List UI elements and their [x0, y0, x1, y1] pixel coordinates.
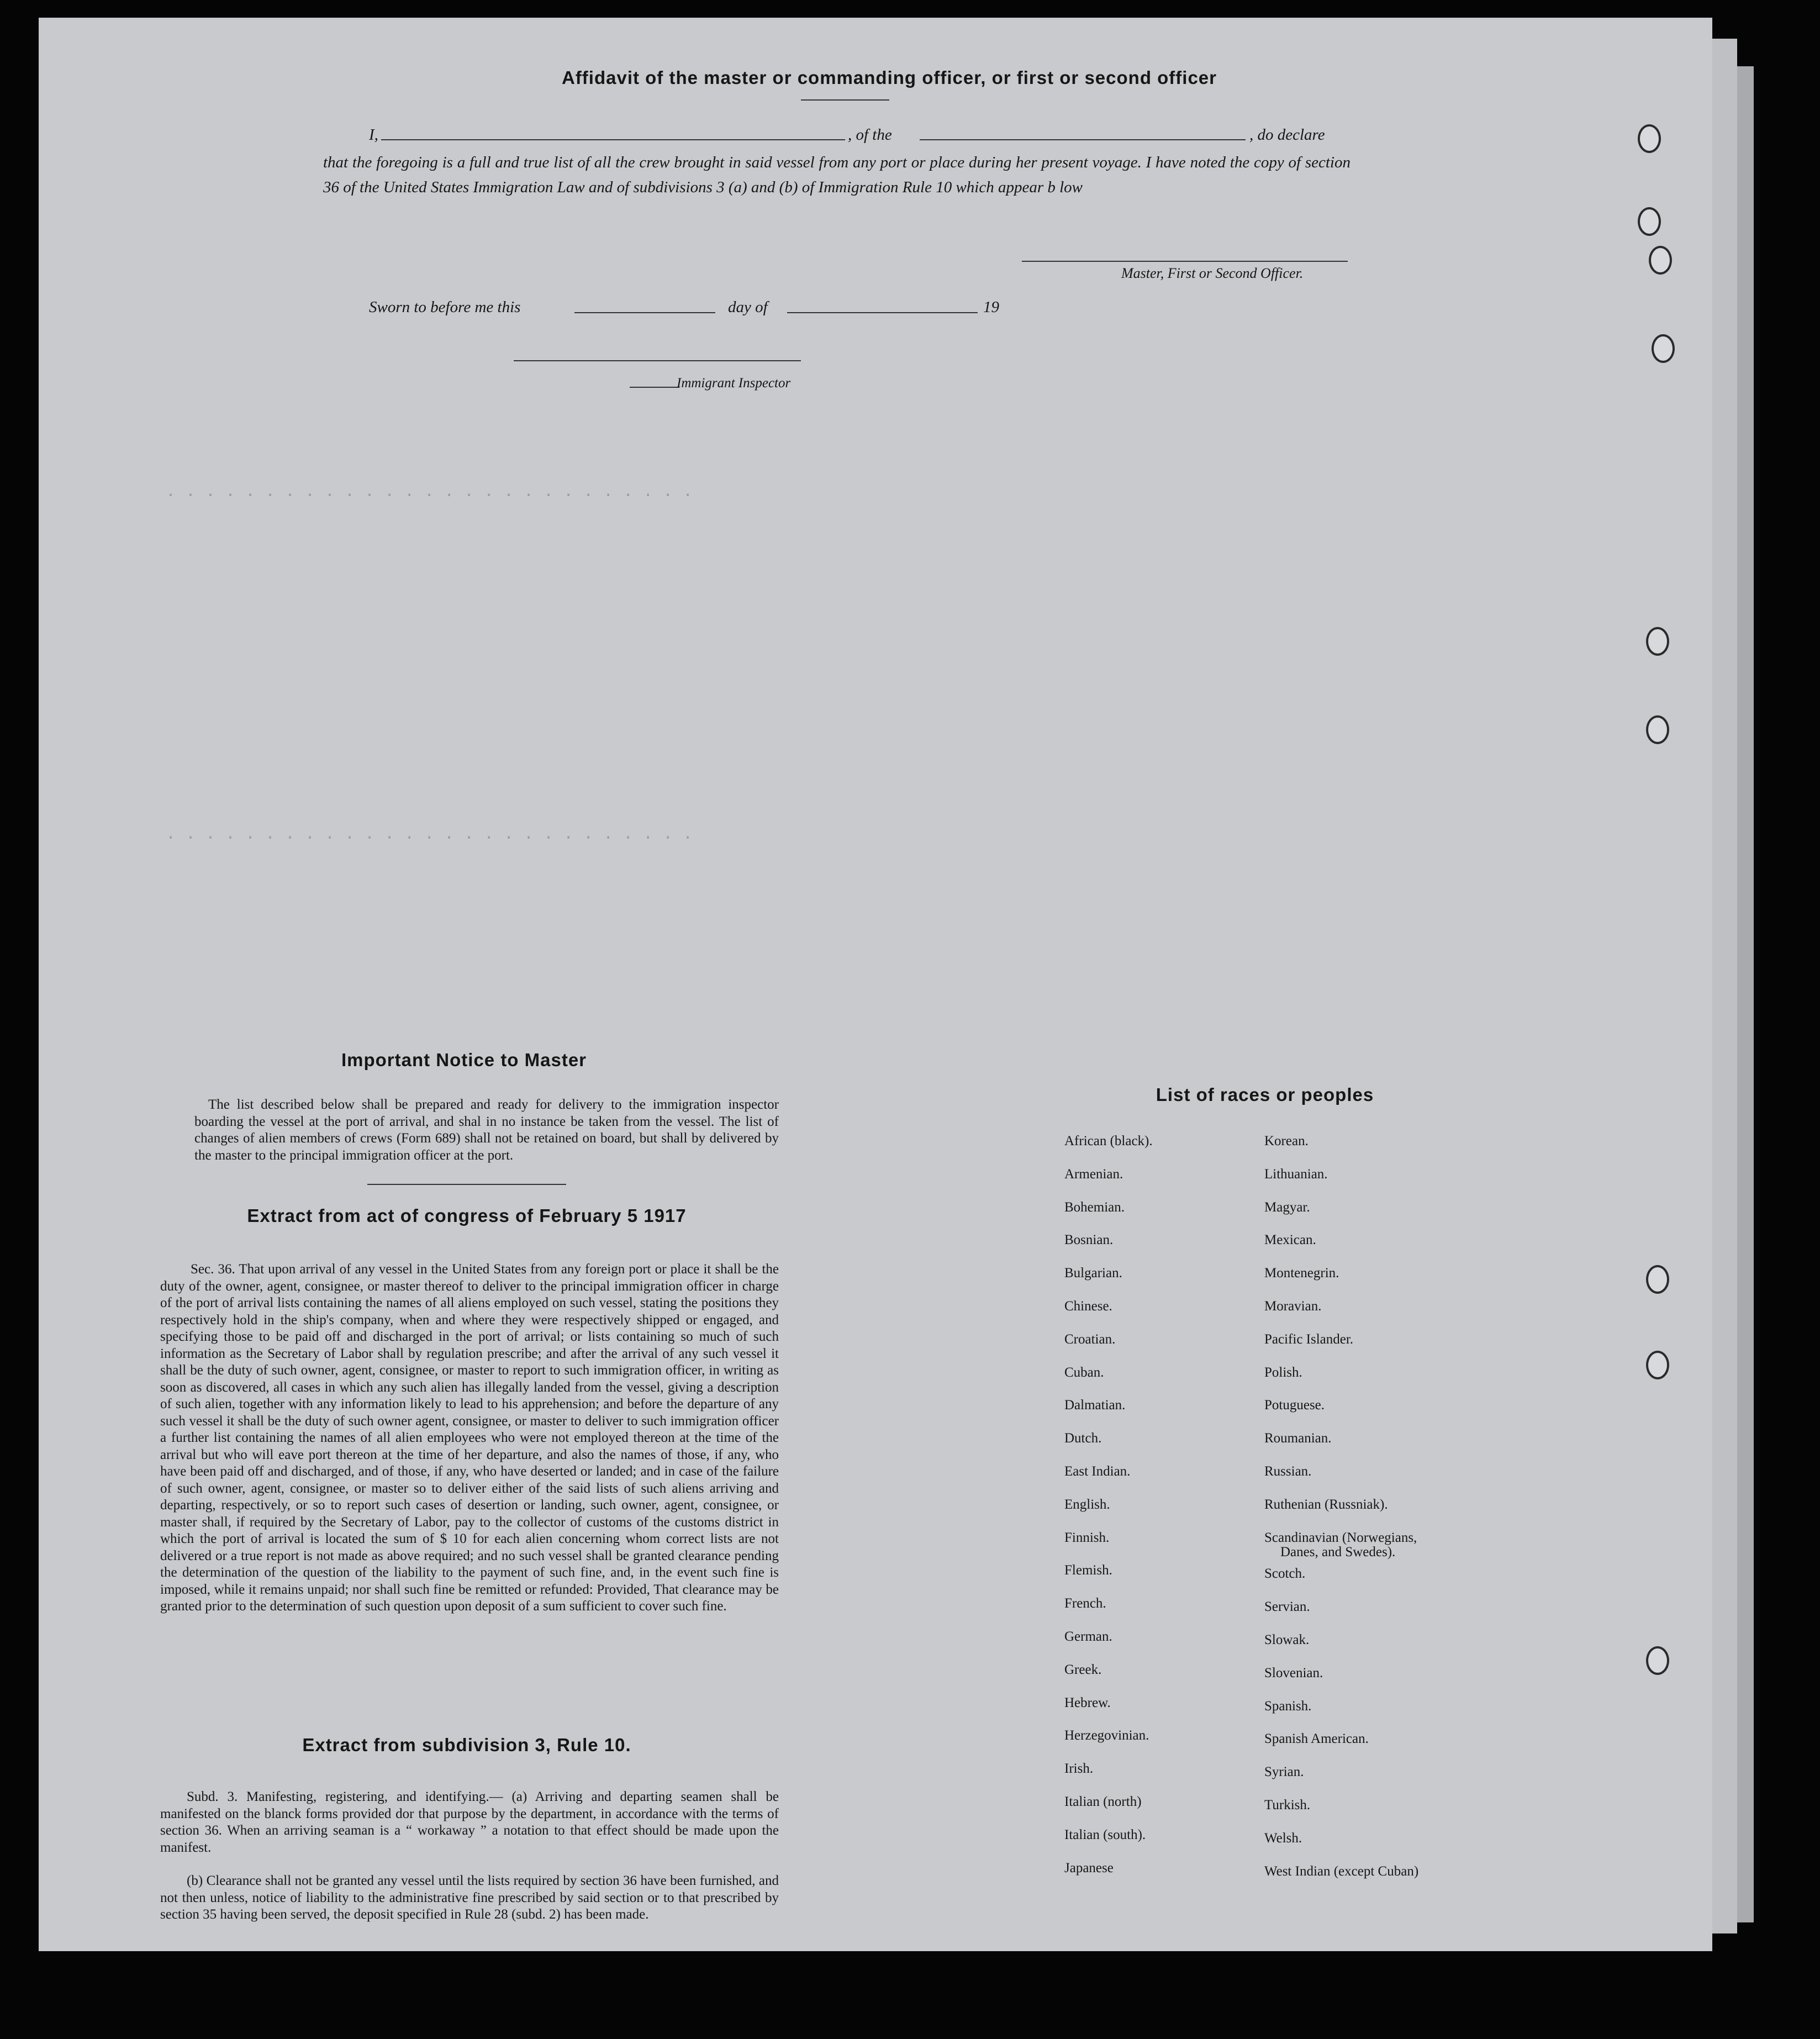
- sworn-day-field[interactable]: [574, 312, 715, 313]
- bleed-through: · · · · · · · · · · · · · · · · · · · · · · · · · · ·: [166, 486, 693, 505]
- notice-body: The list described below shall be prepared and ready for delivery to the immigration inspector boarding the vessel at the port of arrival, and shal in no instance be taken from the vessel. The list of changes of alien members of crews (Form 689) shall not be retained on board, but shall by delivered by the master to the principal immigration officer at the port.: [194, 1097, 779, 1163]
- punch-hole: [1638, 207, 1661, 236]
- race-item: Ruthenian (Russniak).: [1264, 1497, 1388, 1512]
- sworn-month-field[interactable]: [787, 312, 978, 313]
- race-item: Croatian.: [1064, 1331, 1116, 1347]
- race-item: West Indian (except Cuban): [1264, 1863, 1419, 1879]
- document-page: [39, 18, 1712, 1951]
- race-item: Korean.: [1264, 1134, 1309, 1148]
- punch-hole: [1646, 715, 1669, 744]
- sworn-day-of: day of: [728, 298, 768, 316]
- race-item: Danes, and Swedes).: [1280, 1545, 1396, 1559]
- declarant-name-field[interactable]: [381, 139, 845, 140]
- bleed-through: · · · · · · · · · · · · · · · · · · · · · · · · · · ·: [166, 829, 693, 847]
- vessel-name-field[interactable]: [920, 139, 1246, 140]
- punch-hole: [1646, 1646, 1669, 1675]
- affidavit-line-end: , do declare: [1249, 126, 1325, 144]
- punch-hole: [1646, 1265, 1669, 1294]
- race-item: Scotch.: [1264, 1566, 1306, 1582]
- race-item: Syrian.: [1264, 1764, 1304, 1780]
- extract-rule-body-b: (b) Clearance shall not be granted any vessel until the lists required by section 36 have been furnished, and not then unless, notice of liability to the administrative fine prescribed by said section or to that prescribed by section 35 having been served, the deposit specified in Rule 28 (subd. 2) has been made.: [160, 1873, 779, 1922]
- race-item: French.: [1064, 1596, 1106, 1611]
- race-item: East Indian.: [1064, 1464, 1131, 1479]
- notice-rule: [367, 1184, 566, 1185]
- page-edge: [1712, 39, 1737, 1933]
- extract-rule-title: Extract from subdivision 3, Rule 10.: [302, 1735, 631, 1755]
- inspector-label: Immigrant Inspector: [677, 376, 791, 391]
- race-item: Spanish.: [1264, 1698, 1312, 1714]
- inspector-rule: [630, 387, 679, 388]
- race-item: German.: [1064, 1629, 1112, 1644]
- race-item: Bosnian.: [1064, 1232, 1114, 1248]
- officer-signature-field[interactable]: [1022, 261, 1348, 262]
- race-item: Servian.: [1264, 1599, 1310, 1615]
- race-item: Dalmatian.: [1064, 1398, 1126, 1413]
- inspector-signature-field[interactable]: [514, 360, 801, 361]
- race-item: African (black).: [1064, 1134, 1153, 1148]
- race-item: Turkish.: [1264, 1798, 1311, 1813]
- page-edge-shadow: [1737, 66, 1754, 1922]
- race-item: Bulgarian.: [1064, 1266, 1122, 1281]
- race-item: Potuguese.: [1264, 1398, 1325, 1413]
- extract-act-title: Extract from act of congress of February 5 1917: [247, 1205, 687, 1226]
- punch-hole: [1652, 334, 1675, 363]
- race-item: Herzegovinian.: [1064, 1728, 1149, 1743]
- race-item: Montenegrin.: [1264, 1266, 1339, 1281]
- sworn-text: Sworn to before me this: [369, 298, 521, 316]
- race-item: Magyar.: [1264, 1199, 1310, 1215]
- extract-act-body: Sec. 36. That upon arrival of any vessel in the United States from any foreign port or place it shall be the duty of the owner, agent, consignee, or master thereof to deliver to the principal immigration officer in charge of the port of arrival lists containing the names of all aliens employed on such vessel, stating the positions they respectively hold in the ship's company, when and where they were respectively shipped or engaged, and specifying those to be paid off and discharged in the port of arrival; or lists containing so much of such information as the Secretary of Labor shall by regulation prescribe; and after the arrival of any such vessel it shall be the duty of such owner, agent, consignee, or master to report to such immigration officer, in writing as soon as discovered, all cases in which any such alien has illegally landed from the vessel, giving a description of such alien, together with any information likely to lead to his apprehension; and before the departure of any such vessel it shall be the duty of such owner agent, consignee, or master to deliver to such immigration officer a further list containing the names of all alien employees who were not employed thereon at the time of the arrival but who will eave port thereon at the time of her departure, and also the names of those, if any, who have been paid off and discharged, and of those, if any, who have deserted or landed; and in case of the failure of such owner, agent, consignee, or master so to deliver either of the said lists of such aliens arriving and departing, respectively, or so to report such cases of desertion or landing, such owner, agent, consignee, or master shall, if required by the Secretary of Labor, pay to the collector of customs of the customs district in which the port of arrival is located the sum of $ 10 for each alien concerning whom correct lists are not delivered or a true report is not made as above required; and no such vessel shall be granted clearance pending the determination of the question of the liability to the payment of such fine, and, in the event such fine is imposed, while it remains unpaid; nor shall such fine be remitted or refunded: Provided, That clearance may be granted prior to the determination of such question upon deposit of a sum sufficient to cover such fine.: [160, 1262, 779, 1614]
- signature-label: Master, First or Second Officer.: [1121, 265, 1304, 281]
- race-item: Dutch.: [1064, 1431, 1102, 1446]
- race-item: Slowak.: [1264, 1632, 1310, 1647]
- affidavit-line-start: I,: [369, 126, 378, 144]
- affidavit-body: that the foregoing is a full and true list of all the crew brought in said vessel from any port or place during her present voyage. I have noted the copy of section 36 of the United States Immigration Law and of subdivisions 3 (a) and (b) of Immigration Rule 10 which appear b low: [323, 154, 1351, 196]
- title-rule: [801, 99, 889, 101]
- punch-hole: [1649, 246, 1672, 275]
- race-item: Italian (south).: [1064, 1827, 1146, 1842]
- race-item: Hebrew.: [1064, 1695, 1111, 1710]
- race-item: Spanish American.: [1264, 1731, 1369, 1747]
- race-item: Russian.: [1264, 1464, 1312, 1479]
- affidavit-title: Affidavit of the master or commanding officer, or first or second officer: [561, 67, 1217, 88]
- race-item: Cuban.: [1064, 1364, 1104, 1380]
- race-item: Finnish.: [1064, 1530, 1110, 1545]
- race-item: Slovenian.: [1264, 1665, 1323, 1680]
- punch-hole: [1646, 1351, 1669, 1379]
- race-item: Moravian.: [1264, 1299, 1322, 1314]
- notice-title: Important Notice to Master: [341, 1050, 587, 1070]
- race-item: Italian (north): [1064, 1794, 1142, 1809]
- race-item: Armenian.: [1064, 1166, 1123, 1182]
- race-item: Greek.: [1064, 1662, 1102, 1677]
- race-item: Lithuanian.: [1264, 1166, 1328, 1182]
- race-item: Scandinavian (Norwegians,: [1264, 1530, 1417, 1545]
- race-item: Roumanian.: [1264, 1431, 1332, 1446]
- race-item: Polish.: [1264, 1364, 1302, 1380]
- sworn-year-prefix: 19: [983, 298, 999, 316]
- race-item: Irish.: [1064, 1761, 1094, 1777]
- punch-hole: [1638, 124, 1661, 153]
- races-title: List of races or peoples: [1156, 1084, 1374, 1105]
- race-item: English.: [1064, 1497, 1110, 1512]
- race-item: Japanese: [1064, 1860, 1114, 1875]
- race-item: Bohemian.: [1064, 1199, 1125, 1215]
- race-item: Welsh.: [1264, 1830, 1302, 1846]
- race-item: Flemish.: [1064, 1563, 1112, 1578]
- race-item: Mexican.: [1264, 1232, 1316, 1248]
- race-item: Pacific Islander.: [1264, 1331, 1354, 1347]
- punch-hole: [1646, 627, 1669, 656]
- extract-rule-body-a: Subd. 3. Manifesting, registering, and identifying.— (a) Arriving and departing seamen shall be manifested on the blanck forms provided dor that purpose by the department, in accordance with the terms of section 36. When an arriving seaman is a “ workaway ” a notation to that effect should be made upon the manifest.: [160, 1789, 779, 1855]
- affidavit-line-mid: , of the: [848, 126, 892, 144]
- race-item: Chinese.: [1064, 1299, 1112, 1314]
